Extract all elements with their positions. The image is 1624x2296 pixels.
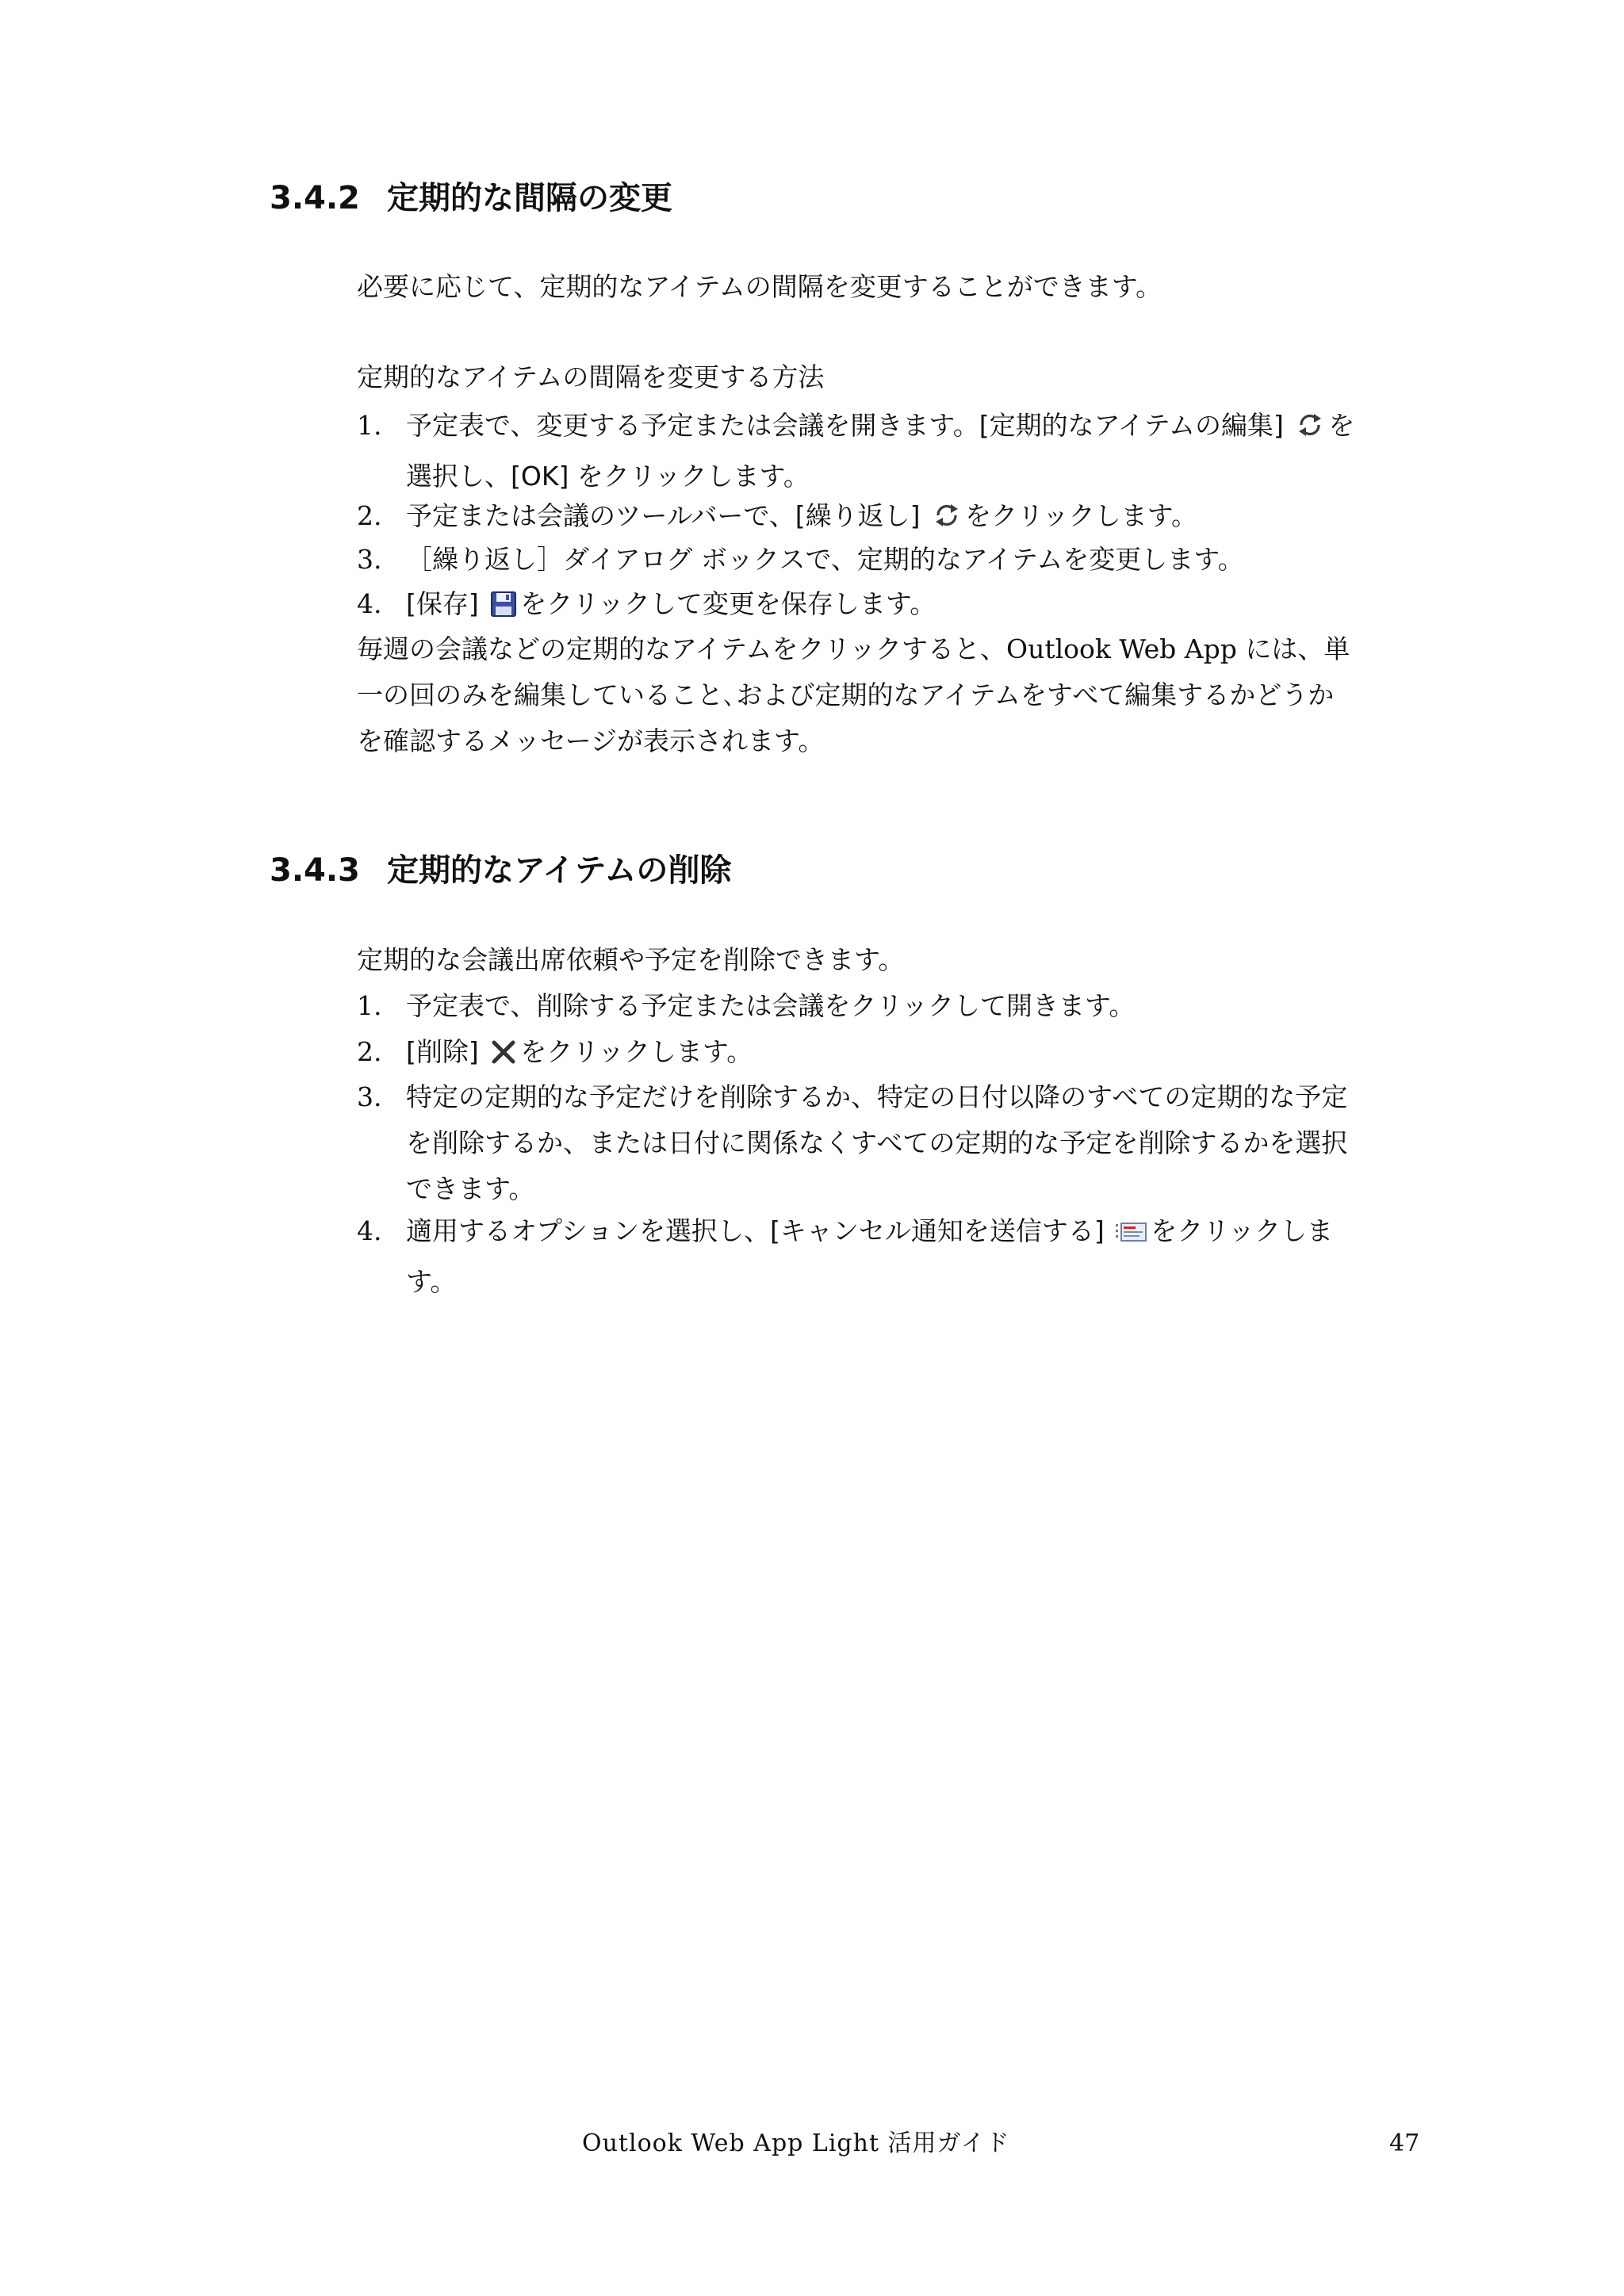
list-number: 4. [357, 1215, 382, 1246]
ui-label-save: [保存] [406, 588, 479, 619]
ui-label-recurrence: [繰り返し] [795, 500, 921, 531]
list-number: 2. [357, 500, 382, 531]
section-title: 定期的な間隔の変更 [387, 180, 672, 216]
list-item: 1. 予定表で、変更する予定または会議を開きます。[定期的なアイテムの編集] を 選択し、[OK] をクリックします。 [357, 403, 1435, 499]
section-intro: 必要に応じて、定期的なアイテムの間隔を変更することができます。 [357, 271, 1162, 302]
procedure-title: 定期的なアイテムの間隔を変更する方法 [357, 362, 825, 392]
list-item: 3. 特定の定期的な予定だけを削除するか、特定の日付以降のすべての定期的な予定 を削除するか、または日付に関係なくすべての定期的な予定を削除するかを選択 できます。 [357, 1074, 1435, 1212]
list-number: 3. [357, 544, 382, 575]
list-item: 4. 適用するオプションを選択し、[キャンセル通知を送信する] をクリックしま す。 [357, 1208, 1435, 1305]
section-intro: 定期的な会議出席依頼や予定を削除できます。 [357, 944, 905, 975]
list-item: 1. 予定表で、削除する予定または会議をクリックして開きます。 [357, 983, 1435, 1029]
list-number: 3. [357, 1081, 382, 1112]
section-number: 3.4.2 [270, 180, 360, 216]
save-disk-icon [490, 586, 517, 632]
footer-title: Outlook Web App Light 活用ガイド [582, 2130, 1010, 2157]
ui-label-ok: [OK] [511, 461, 569, 492]
delete-x-icon [490, 1034, 517, 1080]
page-number: 47 [1389, 2130, 1420, 2157]
section-heading-3-4-3 [270, 848, 731, 893]
list-number: 1. [357, 410, 382, 441]
list-number: 1. [357, 990, 382, 1021]
ui-label-delete: [削除] [406, 1036, 479, 1067]
recurrence-icon [1295, 408, 1325, 453]
ui-label-edit-recurrence: [定期的なアイテムの編集] [979, 410, 1284, 441]
send-cancellation-icon [1116, 1213, 1147, 1259]
list-item: 3. ［繰り返し］ダイアログ ボックスで、定期的なアイテムを変更します。 [357, 537, 1435, 583]
list-item: 2. [削除] をクリックします。 [357, 1029, 1435, 1080]
list-number: 4. [357, 588, 382, 619]
ui-label-send-cancellation: [キャンセル通知を送信する] [770, 1215, 1105, 1246]
section-number: 3.4.3 [270, 852, 360, 889]
section-title: 定期的なアイテムの削除 [387, 852, 732, 889]
note-paragraph: 毎週の会議などの定期的なアイテムをクリックすると、Outlook Web App には、単 一の回のみを編集していること､および定期的なアイテムをすべて編集するかどうか を確認するメッセージが表示されます。 [357, 633, 1350, 756]
list-item: 4. [保存] をクリックして変更を保存します。 [357, 581, 1435, 632]
section-heading-3-4-2 [270, 176, 672, 220]
list-number: 2. [357, 1036, 382, 1067]
list-item: 2. 予定または会議のツールバーで、[繰り返し] をクリックします。 [357, 493, 1435, 544]
